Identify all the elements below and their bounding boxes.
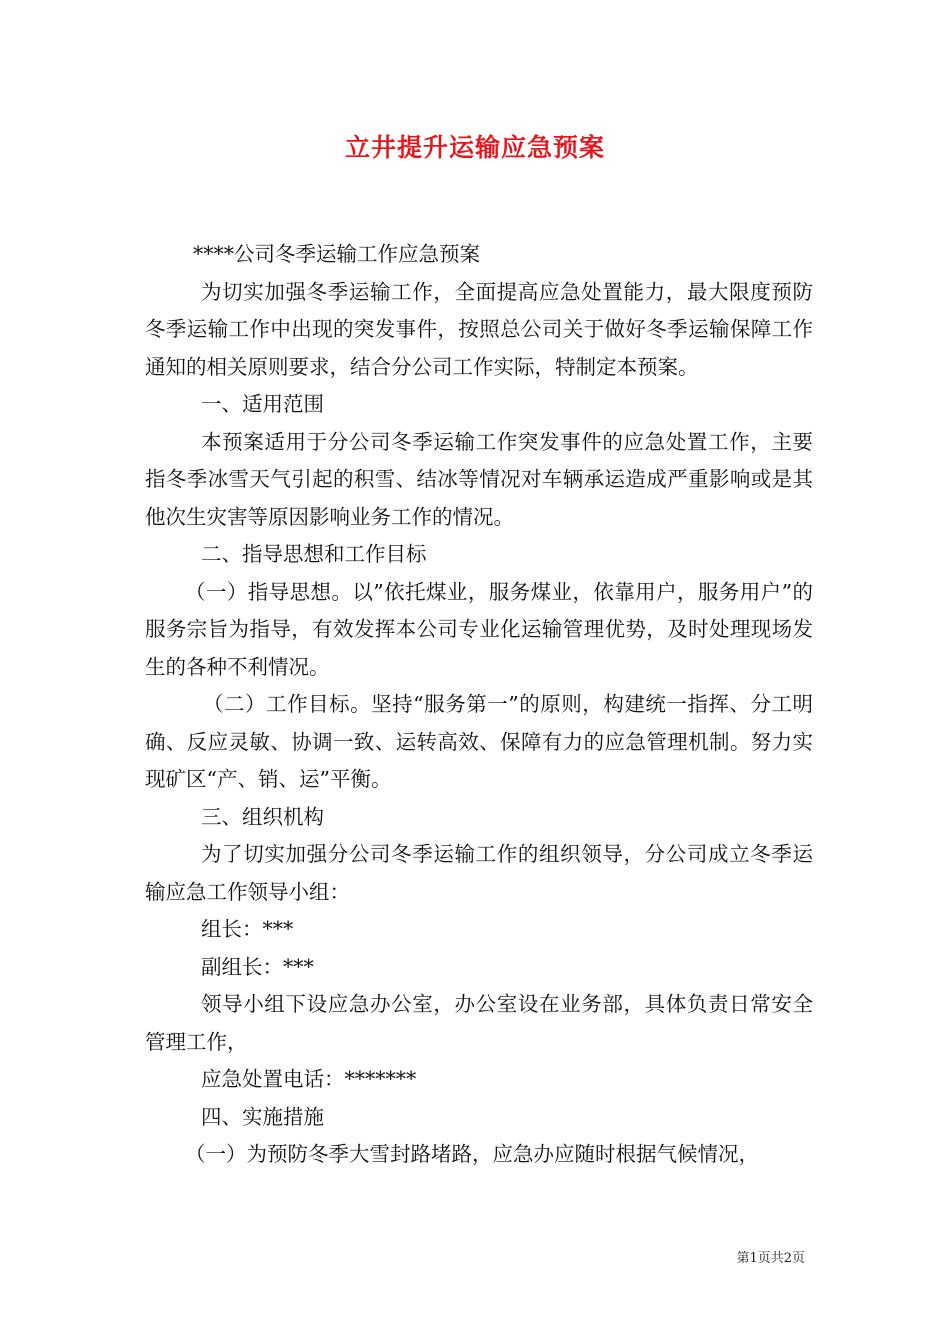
emergency-phone-line: 应急处置电话：******* [201,1067,417,1091]
paragraph-office: 领导小组下设应急办公室，办公室设在业务部，具体负责日常安全管理工作， [145,992,813,1054]
heading-organization: 三、组织机构 [201,804,324,829]
document-body [145,236,813,1174]
paragraph-organization: 为了切实加强分公司冬季运输工作的组织领导，分公司成立冬季运输应急工作领导小组： [145,842,813,904]
paragraph-goals: （二）工作目标。坚持“服务第一”的原则，构建统一指挥、分工明确、反应灵敏、协调一致、运转高效、保障有力的应急管理机制。努力实现矿区“产、销、运”平衡。 [145,692,813,791]
heading-scope: 一、适用范围 [201,392,324,416]
paragraph-scope: 本预案适用于分公司冬季运输工作突发事件的应急处置工作，主要指冬季冰雪天气引起的积雪、结冰等情况对车辆承运造成严重影响或是其他次生灾害等原因影响业务工作的情况。 [145,429,813,529]
page-footer [736,1247,805,1266]
paragraph-measures: （一）为预防冬季大雪封路堵路，应急办应随时根据气候情况， [185,1142,759,1166]
page-number: 第1页共2页 [736,1251,805,1266]
paragraph-intro: 为切实加强冬季运输工作，全面提高应急处置能力，最大限度预防冬季运输工作中出现的突发事件，按照总公司关于做好冬季运输保障工作通知的相关原则要求，结合分公司工作实际，特制定本预案。 [145,279,813,379]
document-subtitle: ****公司冬季运输工作应急预案 [193,242,480,266]
heading-measures: 四、实施措施 [201,1104,324,1129]
page-title: 立井提升运输应急预案 [344,133,605,162]
heading-guidance: 二、指导思想和工作目标 [201,542,427,566]
deputy-leader-line: 副组长：*** [201,954,314,979]
leader-line: 组长：*** [201,917,294,941]
paragraph-guidance: （一）指导思想。以”依托煤业，服务煤业，依靠用户，服务用户”的服务宗旨为指导，有效发挥本公司专业化运输管理优势，及时处理现场发生的各种不利情况。 [145,579,813,679]
